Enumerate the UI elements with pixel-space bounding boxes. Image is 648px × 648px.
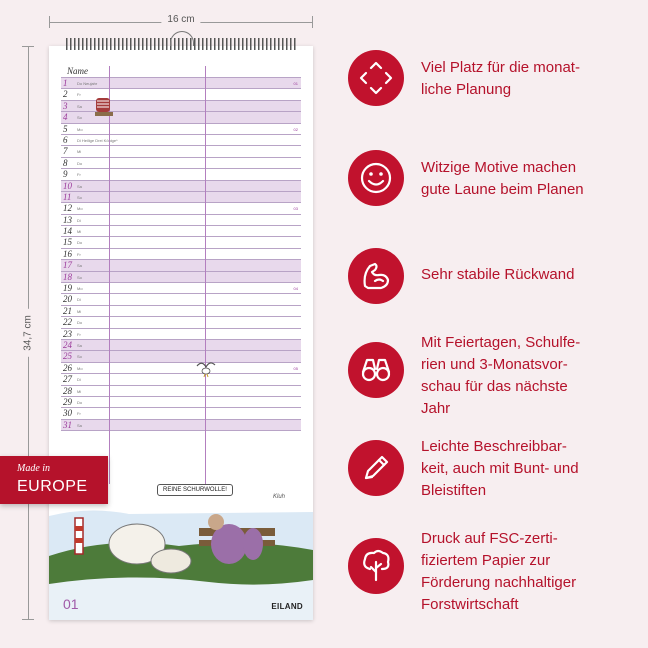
feature-text: Leichte Beschreibbar- <box>421 438 567 455</box>
feature-fsc <box>348 530 638 618</box>
weekday-label: Di Heilige Drei Könige* <box>77 137 118 143</box>
weekday-label: Do Neujahr <box>77 81 98 86</box>
week-number: 04 <box>293 286 298 292</box>
calendar-day-row <box>61 78 301 89</box>
badge-line1: Made in <box>17 463 51 474</box>
calendar-day-row <box>61 215 301 226</box>
weekday-label: Mi <box>77 149 82 155</box>
day-number: 11 <box>63 191 72 202</box>
feature-text: keit, auch mit Bunt- und <box>421 460 579 477</box>
calendar-day-row <box>61 249 301 260</box>
weekday-label: Mi <box>77 308 82 314</box>
weekday-label: Mi <box>77 229 82 235</box>
feature-text: Druck auf FSC-zerti- <box>421 530 558 547</box>
feature-writable <box>348 440 638 500</box>
calendar-day-row <box>61 363 301 374</box>
brand-logo: EILAND <box>271 602 303 611</box>
feature-backing <box>348 248 638 308</box>
calendar-day-row <box>61 237 301 248</box>
day-number: 19 <box>63 283 72 294</box>
binoculars-icon <box>348 342 404 398</box>
day-number: 21 <box>63 305 72 316</box>
day-number: 15 <box>63 237 72 248</box>
width-label: 16 cm <box>161 14 200 25</box>
weekday-label: Sa <box>77 263 82 269</box>
feature-text: Mit Feiertagen, Schulfe- <box>421 334 581 351</box>
day-number: 25 <box>63 351 72 362</box>
calendar-day-row <box>61 306 301 317</box>
feature-text: Forstwirtschaft <box>421 596 519 613</box>
calendar-day-row <box>61 181 301 192</box>
column-divider <box>109 66 110 484</box>
feature-text: Bleistiften <box>421 482 487 499</box>
day-number: 30 <box>63 408 72 419</box>
weekday-label: Fr <box>77 92 81 98</box>
feature-space <box>348 50 638 110</box>
calendar-day-row <box>61 272 301 283</box>
feature-text: rien und 3-Monatsvor- <box>421 356 568 373</box>
calendar-grid <box>61 66 301 431</box>
week-number: 01 <box>293 81 298 86</box>
day-number: 27 <box>63 374 72 385</box>
day-number: 3 <box>63 100 68 111</box>
weekday-label: So <box>77 274 82 280</box>
weekday-label: Mo <box>77 206 83 212</box>
weekday-label: Do <box>77 399 83 405</box>
feature-text: schau für das nächste <box>421 378 568 395</box>
feature-holidays <box>348 334 638 430</box>
arrows-expand-icon <box>348 50 404 106</box>
artist-signature: Kluh <box>273 494 286 500</box>
day-number: 16 <box>63 248 72 259</box>
weekday-label: Sa <box>77 183 82 189</box>
day-number: 5 <box>63 123 68 134</box>
weekday-label: Mo <box>77 365 83 371</box>
calendar-day-row <box>61 340 301 351</box>
weekday-label: Sa <box>77 103 82 109</box>
day-number: 1 <box>63 78 68 88</box>
strong-arm-icon <box>348 248 404 304</box>
weekday-label: So <box>77 115 82 121</box>
height-label: 34,7 cm <box>23 309 34 357</box>
day-number: 9 <box>63 169 68 180</box>
feature-text: liche Planung <box>421 81 512 98</box>
column-divider <box>205 66 206 484</box>
day-number: 8 <box>63 157 68 168</box>
feature-text: gute Laune beim Planen <box>421 181 584 198</box>
smiley-face-icon <box>348 150 404 206</box>
weekday-label: So <box>77 354 82 360</box>
tree-icon <box>348 538 404 594</box>
weekday-label: Di <box>77 377 81 383</box>
calendar-day-row <box>61 169 301 180</box>
day-number: 7 <box>63 146 68 157</box>
week-number: 02 <box>293 126 298 132</box>
feature-text: Förderung nachhaltiger <box>421 574 577 591</box>
feature-text: Witzige Motive machen <box>421 159 577 176</box>
day-number: 24 <box>63 339 72 350</box>
day-number: 28 <box>63 385 72 396</box>
calendar-day-row <box>61 386 301 397</box>
weekday-label: Fr <box>77 331 81 337</box>
weekday-label: Fr <box>77 172 81 178</box>
day-number: 12 <box>63 203 72 214</box>
beach-chair-icon <box>93 94 115 120</box>
calendar-day-row <box>61 226 301 237</box>
pencil-icon <box>348 440 404 496</box>
day-number: 31 <box>63 419 72 430</box>
feature-motives <box>348 150 638 210</box>
hanger-hook <box>170 31 194 46</box>
month-number: 01 <box>63 596 79 612</box>
calendar-day-row <box>61 124 301 135</box>
day-number: 22 <box>63 317 72 328</box>
weekday-label: Mo <box>77 286 83 292</box>
feature-text: fiziertem Papier zur <box>421 552 551 569</box>
calendar-day-row <box>61 420 301 431</box>
calendar-day-row <box>61 397 301 408</box>
day-number: 10 <box>63 180 72 191</box>
feature-text: Sehr stabile Rückwand <box>421 266 575 283</box>
calendar-day-row <box>61 158 301 169</box>
calendar-product <box>49 46 313 620</box>
height-dimension <box>20 46 34 620</box>
weekday-label: Fr <box>77 251 81 257</box>
weekday-label: Do <box>77 240 83 246</box>
day-number: 17 <box>63 260 72 271</box>
day-number: 14 <box>63 226 72 237</box>
calendar-day-row <box>61 260 301 271</box>
calendar-day-row <box>61 374 301 385</box>
calendar-day-row <box>61 192 301 203</box>
weekday-label: Do <box>77 160 83 166</box>
weekday-label: Di <box>77 217 81 223</box>
badge-line2: EUROPE <box>17 478 88 495</box>
day-number: 13 <box>63 214 72 225</box>
weekday-label: Fr <box>77 411 81 417</box>
calendar-day-row <box>61 408 301 419</box>
week-number: 05 <box>293 365 298 371</box>
day-number: 26 <box>63 362 72 373</box>
calendar-day-row <box>61 146 301 157</box>
calendar-day-row <box>61 283 301 294</box>
day-number: 29 <box>63 396 72 407</box>
name-header: Name <box>61 66 301 78</box>
calendar-day-row <box>61 351 301 362</box>
weekday-label: Di <box>77 297 81 303</box>
calendar-day-row <box>61 317 301 328</box>
width-dimension <box>49 14 313 28</box>
day-number: 23 <box>63 328 72 339</box>
weekday-label: Mi <box>77 388 82 394</box>
day-number: 2 <box>63 89 68 100</box>
day-number: 4 <box>63 112 68 123</box>
calendar-day-row <box>61 329 301 340</box>
day-number: 18 <box>63 271 72 282</box>
day-number: 20 <box>63 294 72 305</box>
seagull-icon <box>195 358 217 378</box>
weekday-label: Do <box>77 320 83 326</box>
feature-text: Jahr <box>421 400 451 417</box>
week-number: 03 <box>293 206 298 212</box>
speech-bubble: REINE SCHURWOLLE! <box>157 484 233 496</box>
weekday-label: Sa <box>77 342 82 348</box>
weekday-label: Sa <box>77 422 82 428</box>
made-in-europe-badge <box>0 456 108 504</box>
calendar-day-row <box>61 203 301 214</box>
weekday-label: So <box>77 194 82 200</box>
calendar-day-row <box>61 294 301 305</box>
calendar-day-row <box>61 135 301 146</box>
day-number: 6 <box>63 134 68 145</box>
weekday-label: Mo <box>77 126 83 132</box>
feature-text: Viel Platz für die monat- <box>421 59 580 76</box>
